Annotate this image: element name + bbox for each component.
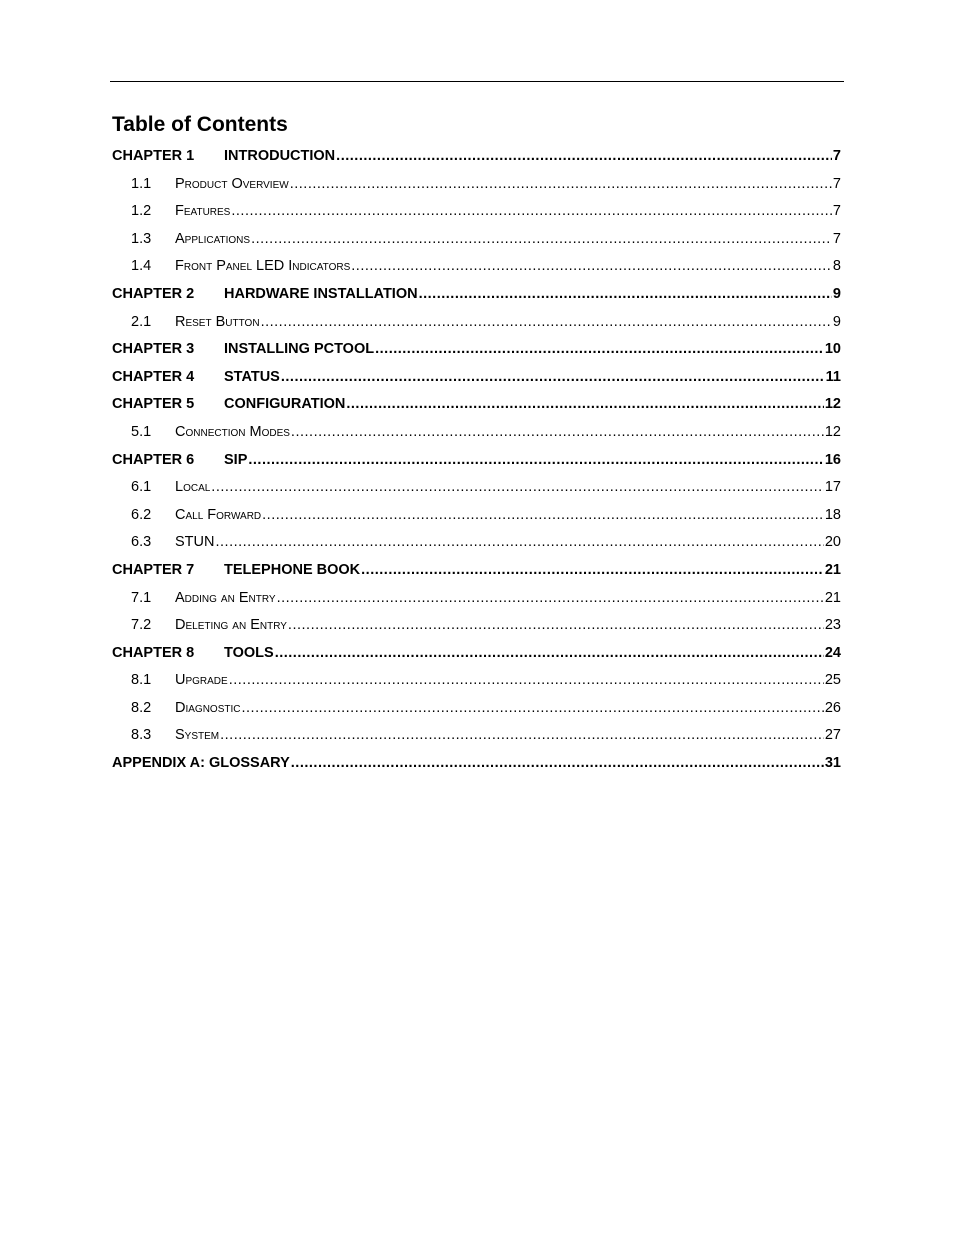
toc-dot-leader	[291, 419, 824, 447]
toc-entry-label: Features	[175, 203, 231, 220]
toc-section-entry[interactable]	[112, 529, 841, 557]
toc-dot-leader	[262, 502, 824, 530]
toc-entry-page: 17	[824, 479, 841, 496]
toc-entry-page: 9	[832, 313, 841, 330]
toc-entry-label: System	[175, 727, 220, 744]
toc-section-entry[interactable]	[112, 198, 841, 226]
toc-entry-label: APPENDIX A: GLOSSARY	[112, 755, 290, 772]
toc-entry-label: Call Forward	[175, 506, 262, 523]
toc-entry-number: CHAPTER 7	[112, 561, 195, 578]
toc-dot-leader	[336, 143, 832, 171]
toc-section-entry[interactable]	[112, 612, 841, 640]
toc-entry-page: 7	[832, 148, 841, 164]
toc-dot-leader	[351, 253, 832, 281]
toc-section-entry[interactable]	[112, 695, 841, 723]
toc-entry-number: 1.1	[131, 175, 152, 192]
toc-entry-page: 20	[824, 534, 841, 551]
toc-dot-leader	[215, 529, 823, 557]
toc-entry-page: 10	[824, 341, 841, 358]
toc-entry-label: INSTALLING PCTOOL	[224, 341, 375, 358]
toc-entry-label: Reset Button	[175, 313, 260, 330]
toc-entry-number: 7.2	[131, 617, 152, 634]
toc-dot-leader	[241, 695, 823, 723]
toc-dot-leader	[248, 447, 823, 475]
toc-chapter-entry[interactable]	[112, 447, 841, 475]
toc-dot-leader	[361, 557, 824, 585]
toc-entry-number: 5.1	[131, 423, 152, 440]
toc-appendix-entry[interactable]	[112, 750, 841, 778]
header-rule	[110, 81, 844, 82]
toc-entry-number: CHAPTER 1	[112, 148, 195, 164]
toc-entry-number: 1.4	[131, 258, 152, 275]
toc-dot-leader	[281, 364, 825, 392]
toc-dot-leader	[375, 336, 824, 364]
toc-section-entry[interactable]	[112, 502, 841, 530]
toc-entry-label: HARDWARE INSTALLATION	[224, 285, 418, 302]
toc-entry-page: 18	[824, 506, 841, 523]
toc-entry-page: 7	[832, 230, 841, 247]
toc-entry-label: STUN	[175, 534, 215, 551]
toc-entry-label: Applications	[175, 230, 251, 247]
toc-entry-number: 1.3	[131, 230, 152, 247]
toc-entry-label: Product Overview	[175, 175, 289, 192]
toc-entry-label: SIP	[224, 451, 248, 468]
toc-section-entry[interactable]	[112, 226, 841, 254]
toc-entry-number: 7.1	[131, 589, 152, 606]
toc-entry-label: Deleting an Entry	[175, 617, 287, 634]
toc-entry-number: 2.1	[131, 313, 152, 330]
toc-entry-label: Connection Modes	[175, 423, 290, 440]
toc-entry-number: CHAPTER 3	[112, 341, 195, 358]
toc-entry-label: STATUS	[224, 368, 280, 385]
toc-chapter-entry[interactable]	[112, 557, 841, 585]
toc-entry-page: 21	[824, 589, 841, 606]
toc-section-entry[interactable]	[112, 309, 841, 337]
toc-entry-page: 16	[824, 451, 841, 468]
toc-entry-number: CHAPTER 8	[112, 644, 195, 661]
toc-entry-number: 8.3	[131, 727, 152, 744]
toc-dot-leader	[229, 667, 824, 695]
toc-entry-number: CHAPTER 6	[112, 451, 195, 468]
toc-entry-page: 12	[824, 423, 841, 440]
toc-entry-page: 7	[832, 203, 841, 220]
page-title: Table of Contents	[112, 113, 288, 136]
toc-chapter-entry[interactable]	[112, 281, 841, 309]
toc-entry-page: 11	[825, 368, 841, 385]
toc-entry-page: 25	[824, 672, 841, 689]
toc-entry-label: CONFIGURATION	[224, 396, 346, 413]
toc-dot-leader	[231, 198, 832, 226]
toc-dot-leader	[288, 612, 824, 640]
toc-entry-label: TOOLS	[224, 644, 274, 661]
toc-entry-page: 27	[824, 727, 841, 744]
toc-chapter-entry[interactable]	[112, 640, 841, 668]
toc-entry-number: 6.3	[131, 534, 152, 551]
toc-section-entry[interactable]	[112, 667, 841, 695]
toc-entry-label: Adding an Entry	[175, 589, 276, 606]
toc-entry-number: 6.1	[131, 479, 152, 496]
toc-entry-page: 9	[832, 285, 841, 302]
toc-dot-leader	[346, 391, 823, 419]
toc-entry-page: 26	[824, 699, 841, 716]
toc-entry-number: CHAPTER 2	[112, 285, 195, 302]
toc-entry-page: 12	[824, 396, 841, 413]
toc-dot-leader	[251, 226, 832, 254]
toc-entry-label: Front Panel LED Indicators	[175, 258, 351, 275]
toc-dot-leader	[291, 750, 824, 778]
toc-section-entry[interactable]	[112, 171, 841, 199]
toc-dot-leader	[419, 281, 832, 309]
toc-entry-number: 6.2	[131, 506, 152, 523]
toc-dot-leader	[261, 309, 832, 337]
toc-entry-number: CHAPTER 4	[112, 368, 195, 385]
toc-list	[112, 143, 841, 778]
toc-chapter-entry[interactable]	[112, 391, 841, 419]
toc-chapter-entry[interactable]	[112, 143, 841, 171]
toc-entry-label: INTRODUCTION	[224, 148, 336, 164]
toc-entry-label: TELEPHONE BOOK	[224, 561, 361, 578]
toc-dot-leader	[277, 585, 824, 613]
toc-entry-page: 7	[832, 175, 841, 192]
toc-entry-label: Diagnostic	[175, 699, 241, 716]
toc-dot-leader	[211, 474, 824, 502]
toc-section-entry[interactable]	[112, 474, 841, 502]
toc-chapter-entry[interactable]	[112, 336, 841, 364]
toc-entry-label: Local	[175, 479, 211, 496]
toc-entry-number: 8.1	[131, 672, 152, 689]
toc-section-entry[interactable]	[112, 419, 841, 447]
toc-entry-page: 21	[824, 561, 841, 578]
toc-entry-page: 23	[824, 617, 841, 634]
toc-entry-page: 24	[824, 644, 841, 661]
toc-dot-leader	[220, 722, 824, 750]
toc-entry-page: 31	[824, 755, 841, 772]
toc-chapter-entry[interactable]	[112, 364, 841, 392]
toc-section-entry[interactable]	[112, 585, 841, 613]
toc-dot-leader	[290, 171, 832, 199]
toc-section-entry[interactable]	[112, 253, 841, 281]
toc-entry-number: CHAPTER 5	[112, 396, 195, 413]
toc-section-entry[interactable]	[112, 722, 841, 750]
toc-entry-number: 1.2	[131, 203, 152, 220]
toc-entry-number: 8.2	[131, 699, 152, 716]
toc-entry-label: Upgrade	[175, 672, 228, 689]
toc-entry-page: 8	[832, 258, 841, 275]
toc-dot-leader	[275, 640, 824, 668]
